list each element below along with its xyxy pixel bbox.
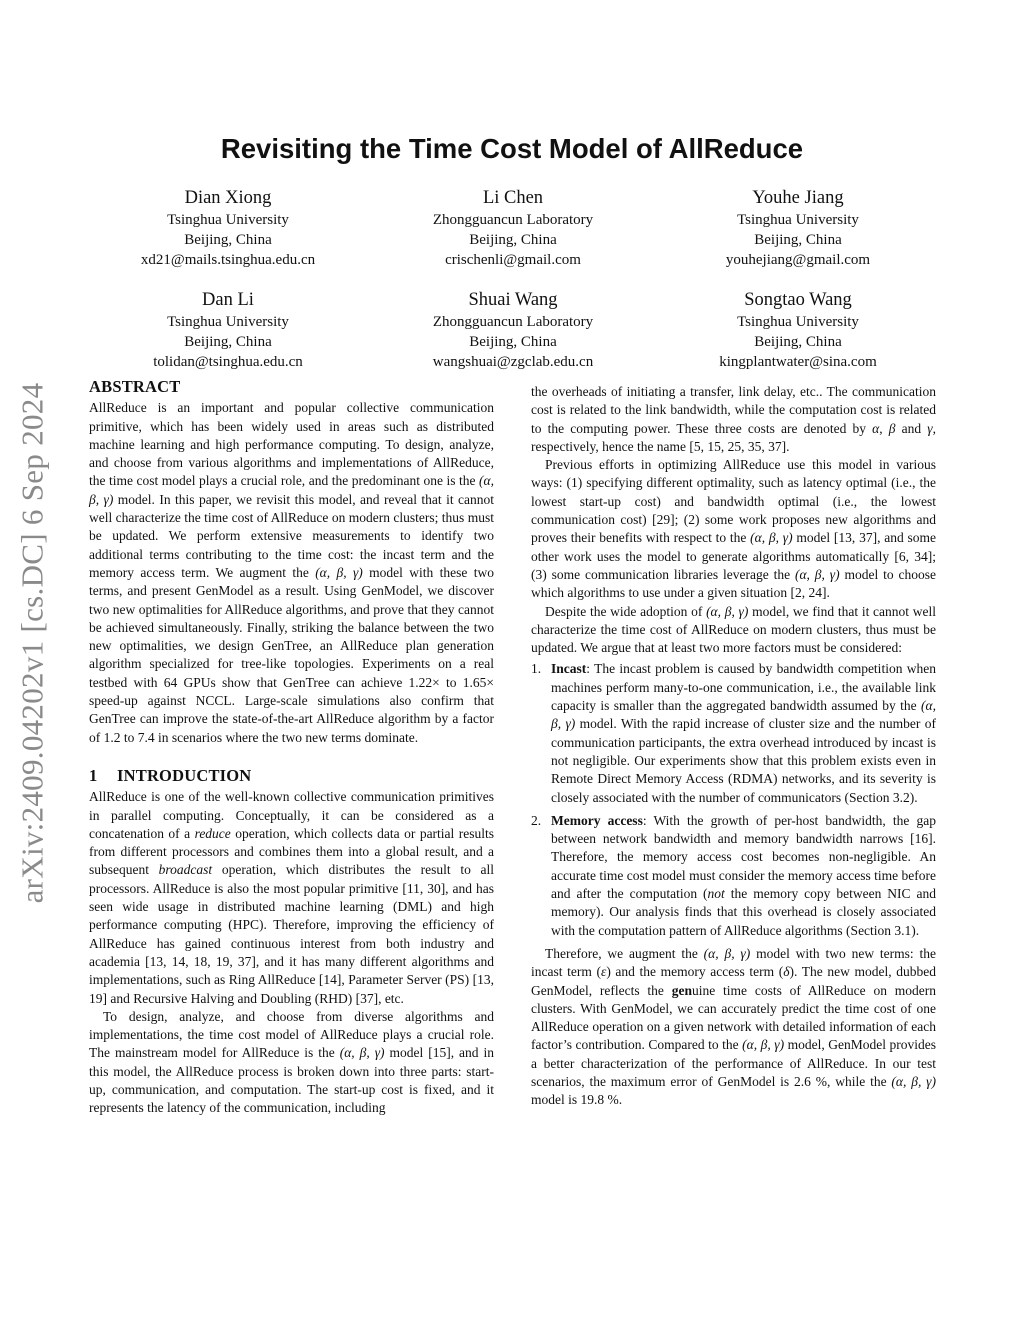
author-email: wangshuai@zgclab.edu.cn [432, 354, 594, 370]
intro-paragraph: Previous efforts in optimizing AllReduce use this model in various ways: (1) specifying different optimality, such as latency optimal (i.e., the lowest start-up cost) and bandwidth optimal (i.e., the lowest communication cost) [29]; (2) some work proposes new algorithms and proves their benefits with respect to the (α, β, γ) model [13, 37], and some other work uses the model to generate algorithms automatically [6, 34]; (3) some communication libraries leverage the (α, β, γ) model to choose which algorithms to use under a given situation [2, 24]. [531, 457, 936, 601]
author-name: Li Chen [482, 188, 544, 208]
author-email: kingplantwater@sina.com [719, 354, 877, 370]
author-name: Youhe Jiang [752, 188, 844, 208]
author-email: tolidan@tsinghua.edu.cn [153, 354, 303, 370]
author-name: Dan Li [202, 290, 254, 310]
author-affiliation: Zhongguancun Laboratory [432, 212, 594, 228]
author-block [88, 186, 938, 372]
author-affiliation: Tsinghua University [167, 212, 289, 228]
abstract-paragraph: AllReduce is an important and popular collective communication primitive, which has been widely used in areas such as distributed machine learning and high performance computing. To design, analyze, and choose from various algorithms and implementations of AllReduce, the time cost model plays a crucial role, and the predominant one is the (α, β, γ) model. In this paper, we revisit this model, and reveal that it cannot well characterize the time cost of AllReduce on modern clusters; thus must be updated. We perform extensive measurements to identify two additional terms contributing to the time cost: the incast term and the memory access term. We augment the (α, β, γ) model with these two terms, and present GenModel as a result. Using GenModel, we discover two new optimalities for AllReduce algorithms, and prove that they cannot be achieved simultaneously. Finally, striking the balance between the two new optimalities, we design GenTree, an AllReduce plan generation algorithm specialized for tree-like topologies. Experiments on a real testbed with 64 GPUs show that GenTree can achieve 1.22× to 1.65× speed-up against NCCL. Large-scale simulations also confirm that GenTree can improve the state-of-the-art AllReduce algorithm by a factor of 1.2 to 7.4 in scenarios where the two new terms dominate. [89, 400, 495, 745]
author-card [88, 186, 368, 270]
author-card [658, 186, 938, 270]
list-item: 2. Memory access: With the growth of per-host bandwidth, the gap between network bandwidth and memory bandwidth narrows [16]. Therefore, the memory access cost becomes non-negligible. An accurate time cost model must consider the memory access time before and after the computation (not the memory copy between NIC and memory). Our analysis finds that this overhead is closely associated with the computation pattern of AllReduce algorithms (Section 3.1). [531, 812, 936, 938]
author-card [88, 288, 368, 372]
author-email: xd21@mails.tsinghua.edu.cn [140, 252, 316, 268]
intro-paragraph: Despite the wide adoption of (α, β, γ) model, we find that it cannot well characterize the time cost of AllReduce on modern clusters, thus must be updated. We argue that at least two more factors must be considered: [531, 603, 936, 656]
author-location: Beijing, China [469, 232, 557, 248]
author-card [658, 288, 938, 372]
author-affiliation: Tsinghua University [737, 314, 859, 330]
author-affiliation: Zhongguancun Laboratory [432, 314, 594, 330]
right-column [531, 383, 936, 1110]
section-heading: 1 INTRODUCTION [89, 765, 252, 785]
factor-list [531, 660, 936, 939]
author-affiliation: Tsinghua University [737, 212, 859, 228]
intro-paragraph: the overheads of initiating a transfer, link delay, etc.. The communication cost is related to the link bandwidth, while the computation cost is related to the computing power. These three costs are denoted by α, β and γ, respectively, hence the name [5, 15, 25, 35, 37]. [531, 384, 936, 454]
author-name: Shuai Wang [468, 290, 558, 310]
abstract-heading: ABSTRACT [89, 377, 181, 396]
arxiv-identifier: arXiv:2409.04202v1 [cs.DC] 6 Sep 2024 [14, 382, 49, 903]
author-card [373, 288, 653, 372]
paper-title: Revisiting the Time Cost Model of AllReduce [220, 133, 804, 164]
author-location: Beijing, China [754, 232, 842, 248]
author-affiliation: Tsinghua University [167, 314, 289, 330]
author-email: youhejiang@gmail.com [725, 252, 871, 268]
list-item: 1. Incast: The incast problem is caused by bandwidth competition when machines perform many-to-one communication, i.e., the available link capacity is smaller than the aggregated bandwidth assumed by the (α, β, γ) model. With the rapid increase of cluster size and the number of communication participants, the extra overhead introduced by incast is not negligible. Our experiments show that this problem exists even in Remote Direct Memory Access (RDMA) networks, and its severity is closely associated with the number of communicators (Section 3.2). [531, 661, 936, 805]
intro-paragraph: To design, analyze, and choose from diverse algorithms and implementations, the time cost model of AllReduce plays a crucial role. The mainstream model for AllReduce is the (α, β, γ) model [15], and in this model, the AllReduce process is broken down into three parts: start-up, communication, and computation. The start-up cost is fixed, and it represents the latency of the communication, including [89, 1008, 495, 1116]
author-location: Beijing, China [184, 232, 272, 248]
author-location: Beijing, China [469, 334, 557, 350]
author-email: crischenli@gmail.com [445, 252, 581, 268]
left-column [89, 378, 494, 1118]
author-location: Beijing, China [754, 334, 842, 350]
intro-paragraph: Therefore, we augment the (α, β, γ) model with two new terms: the incast term (ε) and the memory access term (δ). The new model, dubbed GenModel, reflects the genuine time costs of AllReduce on modern clusters. With GenModel, we can accurately predict the time cost of one AllReduce operation on a given network with detailed information of each factor’s contribution. Compared to the (α, β, γ) model, GenModel provides a better characterization of the performance of AllReduce. In our test scenarios, the maximum error of GenModel is 2.6 %, while the (α, β, γ) model is 19.8 %. [531, 945, 936, 1108]
author-card [373, 186, 653, 270]
author-name: Songtao Wang [744, 290, 852, 310]
intro-paragraph: AllReduce is one of the well-known collective communication primitives in parallel computing. Conceptually, it can be considered as a concatenation of a reduce operation, which collects data or partial results from different processors and combines them into a global result, and a subsequent broadcast operation, which distributes the result to all processors. AllReduce is also the most popular primitive [11, 30], and has seen wide usage in distributed machine learning (DML) and high performance computing (HPC). Therefore, improving the efficiency of AllReduce has gained continuous interest from both industry and academia [13, 14, 18, 19, 37], and it has many different algorithms and implementations, such as Ring AllReduce [14], Parameter Server (PS) [13, 19] and Recursive Halving and Doubling (RHD) [37], etc. [89, 789, 494, 1006]
author-location: Beijing, China [184, 334, 272, 350]
author-name: Dian Xiong [184, 188, 272, 208]
